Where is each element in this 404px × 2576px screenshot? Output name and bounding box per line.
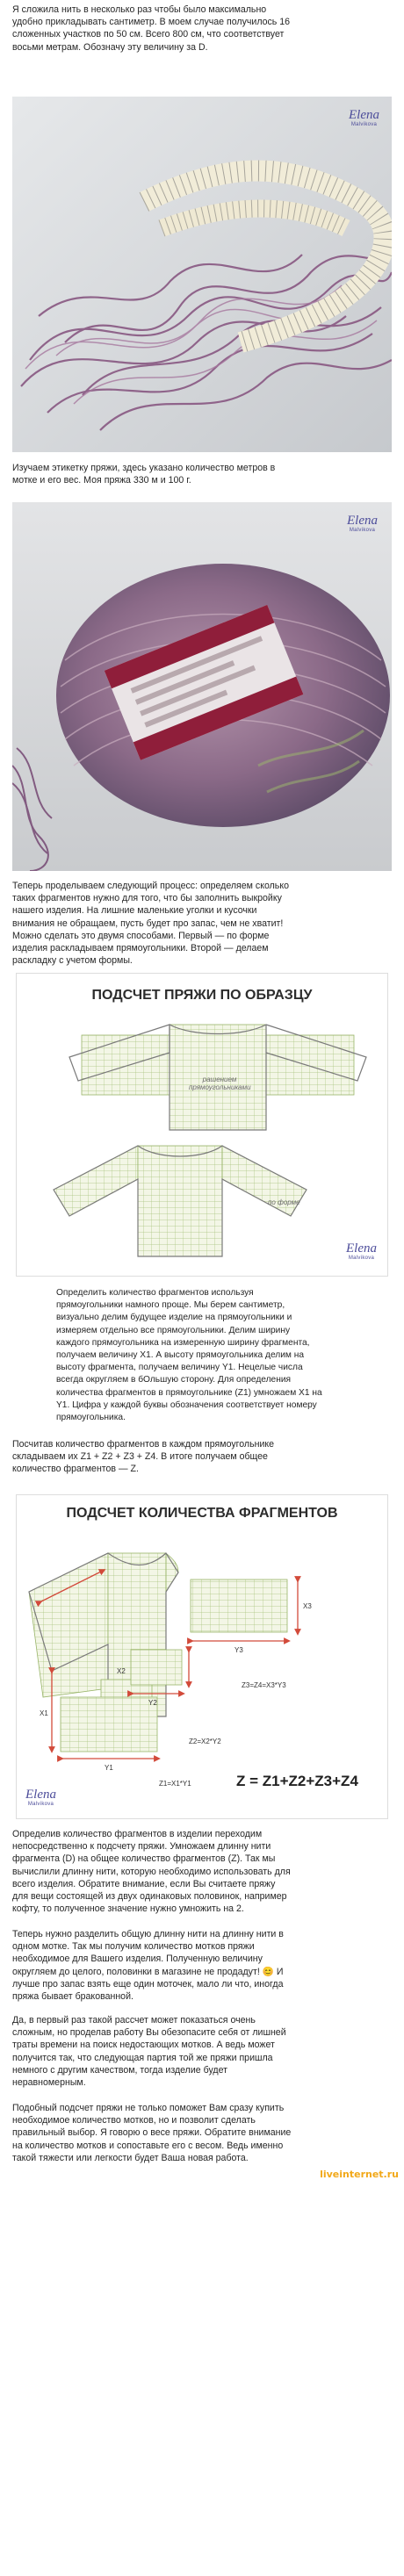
- label-by-shape: по форме: [268, 1198, 300, 1206]
- paragraph-yarn-length: [12, 1828, 392, 1915]
- label-z2: Z2=X2*Y2: [189, 1738, 221, 1745]
- text-line: высоту фрагмента, получаем величину Y1. Нецелые числа: [56, 1363, 303, 1373]
- diagram-logo: [25, 1788, 56, 1808]
- text-line: траты времени на поиск недостающих мотков. А ведь может: [12, 2040, 275, 2051]
- label-rectangles: рашением прямоугольниками: [189, 1076, 251, 1091]
- text-line: визуально делим будущее изделие на прямоугольники и: [56, 1313, 292, 1323]
- text-line: Определив количество фрагментов в изделии переходим: [12, 1829, 263, 1839]
- text-line: такой тяжести или легкости будет Ваша новая работа.: [12, 2152, 249, 2163]
- text-line: Можно сделать это двумя способами. Первый — по форме: [12, 930, 270, 941]
- text-line: одном мотке. Так мы получим количество мотков пряжи: [12, 1941, 255, 1953]
- text-line: складываем их Z1 + Z2 + Z3 + Z4. В итоге получаем общее: [12, 1451, 268, 1463]
- text-line: всегда округляем в бОльшую сторону. Для определения: [56, 1375, 292, 1385]
- paragraph-sum-fragments: [12, 1438, 392, 1476]
- logo-subtext: Malvikova: [27, 1802, 54, 1807]
- label-x3: X3: [303, 1602, 312, 1610]
- total-fragments-formula: Z = Z1+Z2+Z3+Z4: [236, 1773, 358, 1789]
- text-line: таких фрагментов нужно для того, что бы заполнить выкройку: [12, 893, 282, 904]
- text-line: немного с другим качеством, тогда изделие будет: [12, 2064, 227, 2076]
- paragraph-skein-count: [12, 1928, 392, 2003]
- label-y3: Y3: [234, 1646, 243, 1654]
- yarn-skein-illustration: [12, 502, 392, 871]
- text-line: лучше про запас взять еще один моточек, мало ли что, иногда: [12, 1978, 284, 1990]
- text-line: внимания не обращаем, пусть будет про запас, чем не хватит!: [12, 917, 284, 929]
- text-line: количество фрагментов — Z.: [12, 1464, 139, 1475]
- label-z3: Z3=Z4=X3*Y3: [242, 1681, 286, 1689]
- text-line: сложенных участков по 50 см. Всего 800 см, что соответствует: [12, 29, 285, 40]
- label-z1: Z1=X1*Y1: [159, 1780, 191, 1788]
- text-line: Определить количество фрагментов используя: [56, 1288, 254, 1298]
- text-line: необходимое количество мотков, но и позволит сделать: [12, 2115, 256, 2126]
- text-line: прямоугольники намного проще. Мы берем сантиметр,: [56, 1300, 285, 1311]
- paragraph-rectangles-method: [56, 1287, 392, 1424]
- diagram-title: ПОДСЧЕТ КОЛИЧЕСТВА ФРАГМЕНТОВ: [66, 1506, 338, 1521]
- text-line: Изучаем этикетку пряжи, здесь указано количество метров в: [12, 463, 276, 473]
- diagram-title: ПОДСЧЕТ ПРЯЖИ ПО ОБРАЗЦУ: [91, 988, 313, 1003]
- text-line: изделия раскладываем прямоугольники. Второй — делаем: [12, 943, 269, 954]
- text-line: получится так, что следующая партия той же пряжи пришла: [12, 2052, 273, 2063]
- diagram-logo: [346, 1242, 377, 1262]
- text-line: сложным, но проделав работу Вы обезопасите себя от лишней: [12, 2027, 286, 2039]
- text-line: вычислили длинну нити, которую необходимо использовать для: [12, 1866, 291, 1877]
- text-line: Y1. Цифра у каждой буквы обозначения соответствует номеру: [56, 1400, 317, 1410]
- text-line: на количество мотков и сопоставьте его с весом. Ведь именно: [12, 2140, 284, 2151]
- photo-thread-and-tape-measure: [12, 97, 392, 452]
- paragraph-fragments-process: [12, 880, 392, 967]
- text-line: неравномерным.: [12, 2077, 86, 2089]
- text-line: измеряем отдельно все прямоугольники. Делим ширину: [56, 1325, 291, 1335]
- text-line: пряжа бывает бракованной.: [12, 1991, 133, 2003]
- text-line: получаем величину X1. А высоту прямоугольника делим на: [56, 1350, 305, 1361]
- text-line: правильный выбор. Я говорю о весе пряжи. Обратите внимание: [12, 2127, 292, 2139]
- text-line: Я сложила нить в несколько раз чтобы было максимально: [12, 4, 267, 15]
- paragraph-first-time: [12, 2014, 392, 2089]
- logo-subtext: Malvikova: [350, 122, 378, 127]
- text-line: прямоугольника.: [56, 1413, 126, 1423]
- photo-logo: [347, 514, 378, 534]
- text-line: каждого прямоугольника на измеренную ширину фрагмента,: [56, 1337, 310, 1348]
- label-x2: X2: [117, 1667, 126, 1675]
- logo-text: Elena: [346, 1241, 377, 1256]
- text-line: непосредственно к подсчету пряжи. Умножаем длинну нити: [12, 1841, 271, 1853]
- photo-yarn-skein: [12, 502, 392, 871]
- label-x1: X1: [40, 1709, 48, 1717]
- diagram-fragment-count: [16, 1494, 388, 1819]
- thread-photo-illustration: [12, 97, 392, 452]
- logo-text: Elena: [347, 514, 378, 528]
- logo-subtext: Malvikova: [349, 528, 376, 533]
- text-line: восьми метрам. Обозначу эту величину за D.: [12, 41, 208, 53]
- text-line: Теперь нужно разделить общую длинну нити на длинну нити в: [12, 1929, 284, 1939]
- text-line: всего изделия. Обратите внимание, если Вы считаете пряжу: [12, 1878, 276, 1889]
- paragraph-yarn-label: [12, 462, 392, 486]
- label-y2: Y2: [148, 1699, 157, 1707]
- text-line: Да, в первый раз такой рассчет может показаться очень: [12, 2015, 256, 2026]
- text-line: Посчитав количество фрагментов в каждом прямоугольнике: [12, 1439, 275, 1450]
- text-line: мотке и его вес. Моя пряжа 330 м и 100 г.: [12, 475, 191, 486]
- photo-logo: [349, 109, 379, 128]
- text-line: Теперь проделываем следующий процесс: определяем сколько: [12, 881, 289, 891]
- text-line: кофту, то полученное значение нужно умножить на 2.: [12, 1903, 244, 1915]
- paragraph-yarn-weight: [12, 2102, 392, 2164]
- text-line: необходимое для Вашего изделия. Полученную величину: [12, 1954, 263, 1965]
- text-line: количества фрагментов в прямоугольнике (Z1) умножаем X1 на: [56, 1387, 322, 1398]
- paragraph-measuring-thread: [12, 4, 392, 54]
- text-line: округляем до целого, половинки в магазине не продадут! 😊 И: [12, 1966, 284, 1977]
- logo-text: Elena: [25, 1788, 56, 1802]
- text-line: нашего изделия. На лишние маленькие уголки и кусочки: [12, 905, 257, 917]
- logo-text: Elena: [349, 108, 379, 122]
- text-line: фрагмента (D) на общее количество фрагментов (Z). Так мы: [12, 1853, 276, 1865]
- watermark: liveinternet.ru: [320, 2169, 399, 2180]
- diagram2-drawing: [17, 1495, 388, 1819]
- diagram1-drawing: [17, 974, 388, 1277]
- text-line: удобно прикладывать сантиметр. В моем случае получилось 16: [12, 17, 291, 28]
- logo-subtext: Malvikova: [348, 1256, 375, 1261]
- label-y1: Y1: [105, 1764, 113, 1772]
- text-line: раскладку с учетом формы.: [12, 955, 133, 967]
- text-line: Подобный подсчет пряжи не только поможет Вам сразу купить: [12, 2103, 285, 2113]
- text-line: для вещи состоящей из двух одинаковых половинок, например: [12, 1891, 287, 1903]
- diagram-yarn-by-sample: [16, 973, 388, 1277]
